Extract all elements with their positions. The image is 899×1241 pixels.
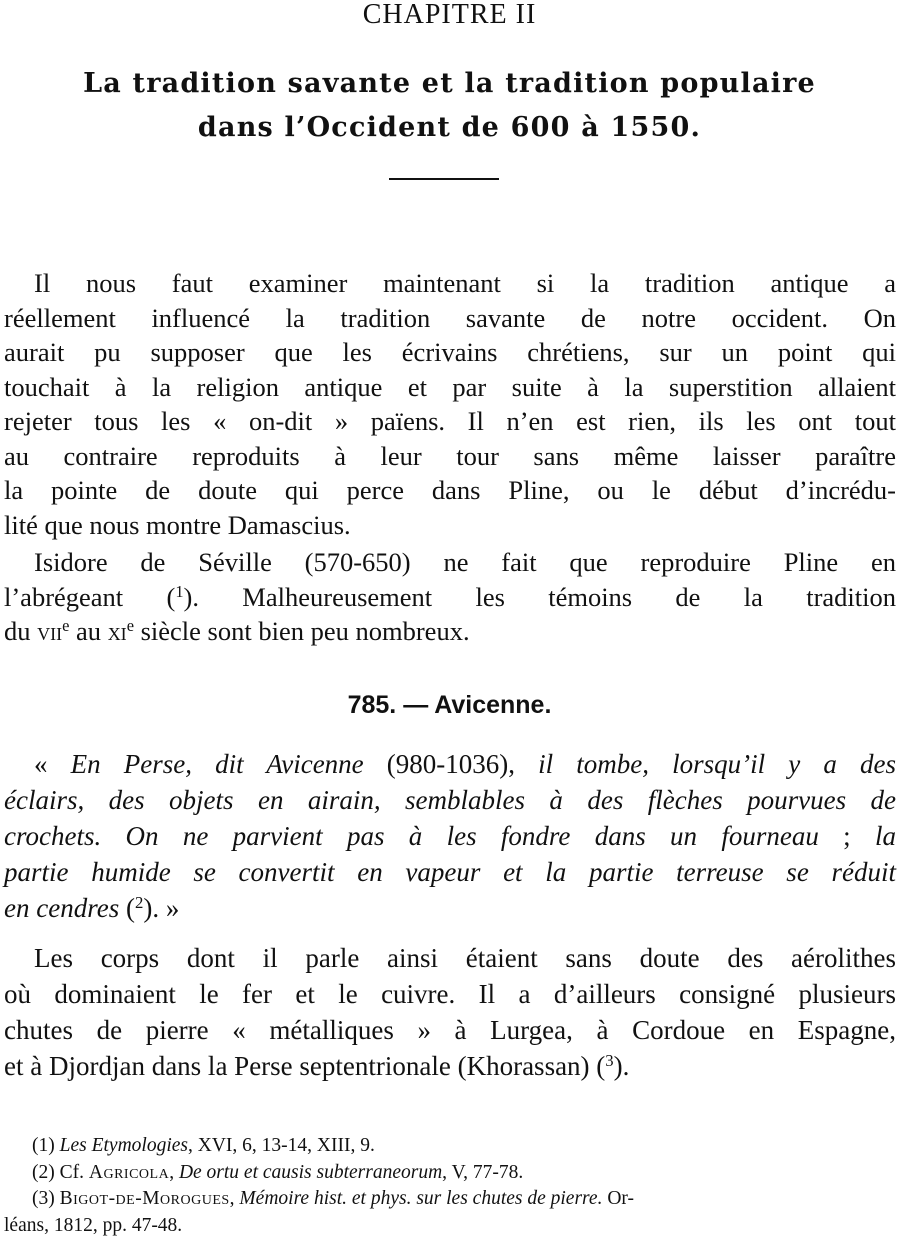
text-fragment: , XVI, 6, 13-14, XIII, 9. [187,1135,375,1156]
text-line: Les corps dont il parle ainsi étaient sans doute des aérolithes [34,943,896,973]
footnote-number: (2) Cf. [32,1161,89,1183]
text-line: Il nous faut examiner maintenant si la tradition antique a [34,268,896,298]
footnote-number: (1) [32,1135,60,1156]
title-divider [389,178,499,180]
footnote-author: Bigot-de-Morogues [59,1188,230,1209]
text-fragment: l’abrégeant ( [4,581,176,612]
text-fragment: En Perse, dit Avicenne [70,749,364,779]
text-fragment: du [4,616,38,646]
footnote-title: Les Etymologies [59,1135,188,1156]
century-numeral: xi [107,619,127,646]
footnote-3 [4,1186,896,1213]
text-fragment: ( [119,893,135,923]
text-fragment: en cendres [4,893,120,923]
text-fragment: au [69,616,108,646]
text-line: éclairs, des objets en airain, semblables à des flèches pourvues de [4,785,896,815]
text-line: chutes de pierre « métalliques » à Lurgea, à Cordoue en Espagne, [4,1015,896,1045]
text-fragment: Or- [602,1188,635,1209]
paragraph-3 [4,940,896,1084]
chapter-heading: CHAPITRE II [362,0,537,30]
chapter-title [0,62,899,150]
text-line [4,1048,896,1084]
text-line: où dominaient le fer et le cuivre. Il a d’ailleurs consigné plusieurs [4,979,896,1009]
text-fragment: , V, 77-78. [442,1161,524,1183]
text-line: aurait pu supposer que les écrivains chrétiens, sur un point qui [4,337,896,367]
footnote-ref-1: 1 [175,581,184,601]
paragraph-1 [4,266,896,542]
text-fragment: crochets. On ne parvient pas à les fondre dans un fourneau [4,821,819,851]
chapter-title-line-1: La tradition savante et la tradition populaire [83,68,816,99]
footnote-2 [4,1160,896,1187]
text-fragment: (980-1036), [363,749,539,779]
avicenne-quote [4,746,896,926]
text-fragment: ). Malheureusement les témoins de la tradition [183,581,896,612]
chapter-title-line-2: dans l’Occident de 600 à 1550. [197,112,702,143]
text-line: réellement influencé la tradition savante de notre occident. On [4,302,896,333]
text-fragment: ). » [143,893,180,923]
footnote-title: De ortu et causis subterraneorum [178,1161,443,1183]
section-heading: 785. — Avicenne. [347,691,552,719]
text-line: partie humide se convertit en vapeur et la partie terreuse se réduit [4,857,896,887]
text-fragment: ; [818,821,875,851]
footnote-ref-2: 2 [134,892,144,912]
century-numeral: vii [37,619,63,646]
ordinal-suffix: e [62,615,70,635]
footnote-1 [4,1133,896,1160]
text-fragment: siècle sont bien peu nombreux. [133,616,470,646]
text-line [4,890,896,926]
text-line [4,580,896,615]
text-line [4,614,896,651]
text-fragment: ). [613,1051,630,1081]
text-fragment: la [874,821,896,851]
text-line: au contraire reproduits à leur tour sans même laisser paraître [4,440,896,471]
text-line: la pointe de doute qui perce dans Pline, ou le début d’incrédu- [4,475,896,505]
footnote-ref-3: 3 [605,1050,614,1070]
footnote-3-continued: léans, 1812, pp. 47-48. [4,1214,183,1236]
text-fragment: « [34,749,71,779]
paragraph-2 [4,545,896,651]
text-fragment: , [169,1161,179,1183]
text-fragment: , [229,1188,240,1209]
text-line: touchait à la religion antique et par suite à la superstition allaient [4,371,896,402]
text-fragment: et à Djordjan dans la Perse septentrionale (Khorassan) ( [4,1051,606,1081]
text-line: lité que nous montre Damascius. [4,509,351,540]
text-fragment: il tombe, lorsqu’il y a des [538,749,896,779]
text-line [4,818,896,854]
text-line: rejeter tous les « on-dit » païens. Il n’en est rien, ils les ont tout [4,406,896,436]
ordinal-suffix: e [126,615,134,635]
text-line [4,746,896,782]
text-line: Isidore de Séville (570-650) ne fait que reproduire Pline en [34,547,896,577]
footnote-author: Agricola [88,1161,170,1183]
footnote-title: Mémoire hist. et phys. sur les chutes de pierre. [239,1188,603,1209]
footnotes [4,1133,896,1239]
footnote-number: (3) [32,1188,60,1209]
